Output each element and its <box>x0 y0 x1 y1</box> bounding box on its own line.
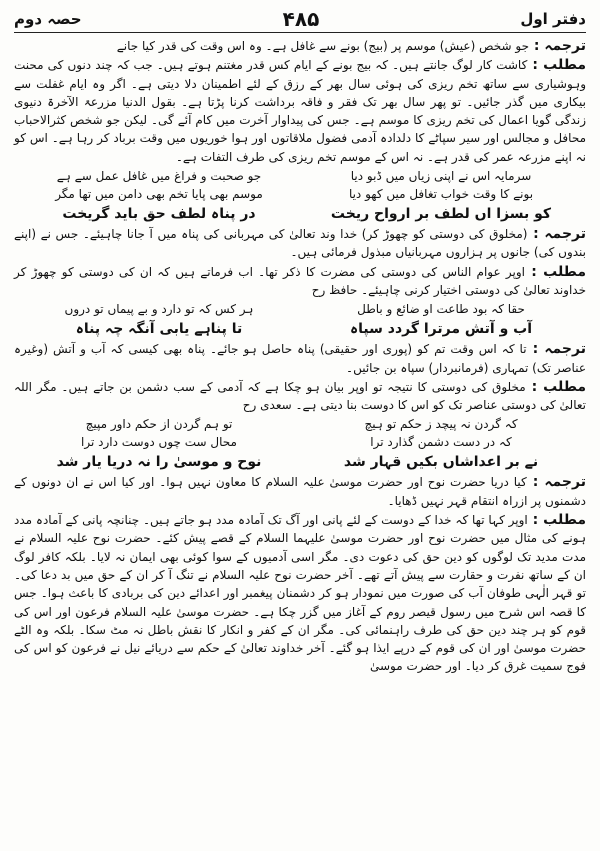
paragraph-label: مطلب : <box>524 263 586 280</box>
part-label: حصہ دوم <box>14 10 82 28</box>
paragraph <box>14 340 586 377</box>
verse-couplet <box>38 167 562 203</box>
verse-line: محال ست چوں دوست دارد ترا <box>81 435 237 450</box>
paragraph-text: اوپر عوام الناس کی دوستی کی مضرت کا ذکر تھا۔ اب فرماتے ہیں کہ ان کی دوستی کو چھوڑ کر خداوند تعالیٰ کی دوستی اختیار کرنی چاہیئے۔ حافظ رح <box>14 264 586 297</box>
paragraph-label: ترجمہ : <box>529 38 586 54</box>
verse-line: ہر کس کہ تو دارد و بے پیماں تو دروں <box>64 302 254 317</box>
persian-verse-line: آب و آتش مرترا گردد سپاہ <box>349 321 533 338</box>
verse-line: جو صحبت و فراغ میں غافل عمل سے ہے <box>56 169 262 184</box>
paragraph <box>14 511 586 676</box>
paragraph-text: اوپر کہا تھا کہ خدا کے دوست کے لئے پانی اور آگ تک آمادہ مدد ہو جاتے ہیں۔ چنانچہ پانی کے آمادہ مدد ہونے کی مثال میں حضرت نوح اور حضرت موسیٰ علیہما السلام کے قصے پیش کئے۔ حضرت نوح علیہ السلام نے مدت مدید تک لوگوں کو دین حق کی دعوت دی۔ مگر اسی آدمیوں کے سوا کوئی بھی ایمان نہ لایا۔ بلکہ کافر لوگ ان کے ساتھ نفرت و حقارت سے پیش آتے تھے۔ آخر حضرت نوح علیہ السلام نے تنگ آ کر ان کے حق میں بد دعا کی۔ تو قہر الٰہی طوفان آب کی صورت میں نمودار ہو کر دشمنان پیغمبر اور اعدائے دین کی بربادی کا باعث ہوا۔ جس کا قصہ اس شرح میں رسول قیصر روم کے آغاز میں گزر چکا ہے۔ حضرت موسیٰ علیہ السلام فرعون اور اس کی قوم کو ہر چند دین حق کی طرف راہنمائی کی۔ مگر ان کے کفر و انکار کا نقش باطل نہ مٹ سکا۔ بلکہ وہ الٹے حضرت موسیٰ اور ان کی قوم کے درپے ایذا ہو گئے۔ آخر خداوند تعالیٰ کے حکم سے دریائے نیل نے فرعون کو اس کی فوج سمیت غرق کر دیا۔ اور حضرت موسیٰ <box>14 513 586 674</box>
paragraph-label: ترجمہ : <box>526 341 586 358</box>
paragraph-label: ترجمہ : <box>526 474 586 491</box>
paragraph-label: ترجمہ : <box>527 226 586 243</box>
paragraph-text: جو شخص (عیش) موسم پر (بیج) بونے سے غافل ہے۔ وہ اس وقت کی قدر کیا جانے <box>116 39 529 53</box>
paragraph-label: مطلب : <box>527 512 587 529</box>
verse-line: کہ در دست دشمن گذارد ترا <box>370 435 512 450</box>
page-header <box>14 6 586 33</box>
paragraph <box>14 225 586 262</box>
paragraph <box>14 378 586 415</box>
paragraph <box>14 263 586 300</box>
page-number: ۴۸۵ <box>282 7 320 31</box>
volume-title: دفتر اول <box>520 10 586 28</box>
persian-verse-line: تا پناہے یابی آنگہ چہ پناہ <box>75 321 243 338</box>
paragraph-text: مخلوق کی دوستی کا نتیجہ تو اوپر بیان ہو چکا ہے کہ آدمی کے سب دشمن بن جاتے ہیں۔ مگر اللہ تعالیٰ کی دوستی عناصر تک کو اس کا دوست بنا دیتی ہے۔ سعدی رح <box>14 379 586 413</box>
verse-line: کہ گردن نہ پیچد ز حکم تو ہیچ <box>364 417 518 432</box>
verse-line: موسم بھی پایا تخم بھی دامن میں تھا مگر <box>55 187 263 202</box>
persian-verse-line: در پناہ لطف حق باید گریخت <box>62 206 256 223</box>
page-body <box>14 37 586 676</box>
verse-couplet <box>38 415 562 451</box>
paragraph-label: مطلب : <box>527 57 587 74</box>
verse-line: بونے کا وقت خواب تغافل میں کھو دیا <box>348 187 534 202</box>
paragraph-label: مطلب : <box>525 378 587 395</box>
persian-couplet <box>38 319 562 339</box>
persian-couplet <box>38 204 562 224</box>
verse-line: حقا کہ بود طاعت او ضائع و باطل <box>357 302 525 317</box>
persian-verse-line: کو بسزا اں لطف بر ارواح ریخت <box>330 206 552 223</box>
paragraph <box>14 473 586 510</box>
verse-line: سرمایہ اس نے اپنی زیاں میں ڈبو دیا <box>350 169 532 184</box>
paragraph-text: (مخلوق کی دوستی کو چھوڑ کر) خدا وند تعالیٰ کی مہربانی کی پناہ میں آ جانا چاہیئے۔ جس نے (اپنے بندوں کی) جانوں پر ہزاروں مہربانیاں مبذول فرمائی ہیں۔ <box>14 227 586 260</box>
persian-verse-line: نے بر اعداشاں بکیں قہار شد <box>343 454 539 471</box>
persian-verse-line: نوح و موسیٰ را نہ دریا یار شد <box>56 454 262 471</box>
paragraph <box>14 56 586 166</box>
paragraph-text: تا کہ اس وقت تم کو (پوری اور حقیقی) پناہ حاصل ہو جائے۔ پناہ بھی کیسی کہ آب و آتش (وغیرہ عناصر تک) تمہاری (فرمانبردار) سپاہ بن جائیں۔ <box>14 342 586 375</box>
persian-couplet <box>38 452 562 472</box>
paragraph-text: کیا دریا حضرت نوح اور حضرت موسیٰ علیہ السلام کا معاون نہیں ہوا۔ اور کیا اس نے ان دونوں کے دشمنوں پر ازراہ انتقام قہر نہیں ڈھایا۔ <box>14 475 586 508</box>
verse-couplet <box>38 300 562 318</box>
paragraph <box>14 37 586 55</box>
verse-line: تو ہم گردن از حکم داور مپیچ <box>85 417 233 432</box>
paragraph-text: کاشت کار لوگ جانتے ہیں۔ کہ بیج بونے کے ایام کس قدر مغتنم ہوتے ہیں۔ جب کہ چند دنوں کی محنت وہوشیاری سے ساتھ تخم ریزی کی ہوئی سال بھر کے رزق کے لئے اطمینان دلا دیتی ہے۔ اگر وہ ایام غفلت سے بیکاری میں گذر جائیں۔ تو پھر سال بھر تک فقر و فاقہ برداشت کرنا پڑتا ہے۔ بقول الدنیا مزرعۃ الآخرۃ دنیوی زندگی گویا اعمال کی تخم ریزی کا موسم ہے۔ جس کی پیداوار آخرت میں کام آئے گی۔ لیکن جو شخص کثرالاحباب محافل و مجالس اور سیر سپاٹے کا دلدادہ آدمی فضول ملاقاتوں اور ہوا خوریوں میں وقت برباد کر رہا ہے۔ اس کو نہ اپنے مزرعہ عمر کی قدر ہے۔ نہ اس کے موسم تخم ریزی کی طرف التفات ہے۔ <box>14 58 586 164</box>
